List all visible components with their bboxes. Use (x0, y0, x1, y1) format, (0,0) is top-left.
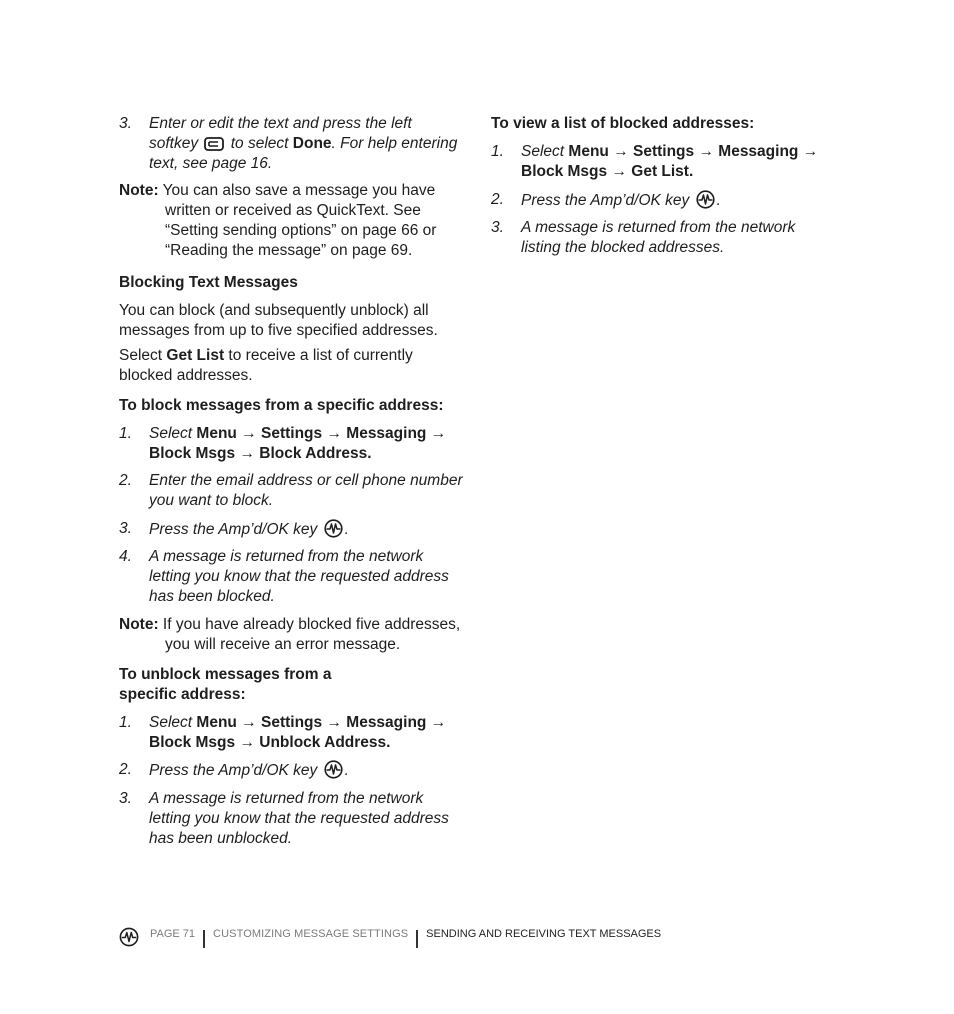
title-line-2: specific address: (119, 686, 246, 703)
blocking-paragraph-1: You can block (and subsequently unblock) all messages from up to five specified addresses. (119, 302, 438, 339)
step-text: A message is returned from the network letting you know that the requested address has been blocked. (149, 548, 449, 605)
step-number: 1. (491, 143, 504, 160)
block-step-3 (119, 519, 464, 540)
select-word: Select (521, 143, 565, 160)
arrow-icon: → (241, 425, 257, 442)
ampd-logo-icon (119, 927, 139, 947)
step-text-2: to select (230, 135, 289, 152)
get-list-label: Get List. (631, 163, 694, 180)
settings-label: Settings (633, 143, 695, 160)
right-column (491, 114, 836, 265)
arrow-icon: → (698, 143, 714, 160)
messaging-label: Messaging (718, 143, 799, 160)
select-word: Select (149, 425, 193, 442)
left-softkey-icon (204, 136, 224, 152)
done-label: Done (292, 135, 332, 152)
step-number: 3. (119, 115, 132, 132)
view-step-1 (491, 142, 836, 182)
settings-label: Settings (261, 425, 323, 442)
step-text: Enter or edit the text and press the left softkey (149, 115, 412, 152)
step-number: 3. (491, 219, 504, 236)
step-text: Press the Amp’d/OK key (521, 192, 690, 209)
arrow-icon: → (430, 714, 447, 731)
get-list-label: Get List (166, 347, 225, 364)
note-text: You can also save a message you have written or received as QuickText. See “Setting sending options” on page 66 or “Reading the message” on page 69. (162, 182, 437, 259)
para-text: Select (119, 347, 163, 364)
arrow-icon: → (611, 163, 627, 180)
menu-label: Menu (568, 143, 609, 160)
blocking-paragraph-2 (119, 346, 464, 386)
step-end: . (344, 762, 349, 779)
arrow-icon: → (613, 143, 629, 160)
arrow-icon: → (802, 143, 819, 160)
note-label: Note: (119, 182, 159, 199)
messaging-label: Messaging (346, 714, 427, 731)
arrow-icon: → (326, 714, 342, 731)
step-number: 3. (119, 790, 132, 807)
block-msgs-label: Block Msgs (149, 445, 236, 462)
unblock-step-1 (119, 713, 464, 753)
step-end: . (716, 192, 721, 209)
view-step-2 (491, 190, 836, 211)
block-step-1 (119, 424, 464, 464)
step-number: 1. (119, 714, 132, 731)
step-end: . (344, 521, 349, 538)
block-msgs-label: Block Msgs (521, 163, 608, 180)
footer-chapter: SENDING AND RECEIVING TEXT MESSAGES (426, 928, 662, 940)
note-quicktext (119, 181, 464, 261)
arrow-icon: → (430, 425, 447, 442)
footer-divider (203, 930, 205, 948)
title-line-1: To unblock messages from a (119, 666, 332, 683)
view-step-3 (491, 218, 836, 258)
step-number: 2. (119, 472, 132, 489)
block-msgs-label: Block Msgs (149, 734, 236, 751)
left-column (119, 114, 464, 856)
unblock-step-3 (119, 789, 464, 849)
settings-label: Settings (261, 714, 323, 731)
block-procedure-title: To block messages from a specific address: (119, 397, 444, 414)
ampd-ok-key-icon (696, 190, 715, 209)
arrow-icon: → (239, 734, 255, 751)
unblock-address-label: Unblock Address. (259, 734, 391, 751)
step-number: 4. (119, 548, 132, 565)
menu-label: Menu (196, 714, 237, 731)
footer-section: CUSTOMIZING MESSAGE SETTINGS (213, 928, 409, 940)
arrow-icon: → (241, 714, 257, 731)
blocking-heading: Blocking Text Messages (119, 274, 298, 291)
select-word: Select (149, 714, 193, 731)
step-number: 2. (119, 761, 132, 778)
para-text-2: to receive a list of currently blocked addresses. (119, 347, 413, 384)
step-text: Press the Amp’d/OK key (149, 521, 318, 538)
arrow-icon: → (326, 425, 342, 442)
menu-label: Menu (196, 425, 237, 442)
step-number: 3. (119, 520, 132, 537)
block-address-label: Block Address. (259, 445, 372, 462)
step-3-edit-text (119, 114, 464, 174)
page-footer (119, 926, 661, 950)
note-label: Note: (119, 616, 159, 633)
footer-divider (416, 930, 418, 948)
view-procedure-title: To view a list of blocked addresses: (491, 115, 755, 132)
step-number: 2. (491, 191, 504, 208)
block-step-2 (119, 471, 464, 511)
step-text: Enter the email address or cell phone number you want to block. (149, 472, 463, 509)
step-number: 1. (119, 425, 132, 442)
page-number: PAGE 71 (150, 928, 196, 940)
note-five-addresses (119, 615, 464, 655)
step-text-3: . For help entering text, see page 16. (149, 135, 458, 172)
block-step-4 (119, 547, 464, 607)
ampd-ok-key-icon (324, 760, 343, 779)
step-text: A message is returned from the network listing the blocked addresses. (521, 219, 796, 256)
step-text: Press the Amp’d/OK key (149, 762, 318, 779)
arrow-icon: → (239, 445, 255, 462)
note-text: If you have already blocked five addresses, you will receive an error message. (162, 616, 461, 653)
step-text: A message is returned from the network letting you know that the requested address has been unblocked. (149, 790, 449, 847)
ampd-ok-key-icon (324, 519, 343, 538)
unblock-procedure-title (119, 665, 464, 705)
messaging-label: Messaging (346, 425, 427, 442)
unblock-step-2 (119, 760, 464, 781)
